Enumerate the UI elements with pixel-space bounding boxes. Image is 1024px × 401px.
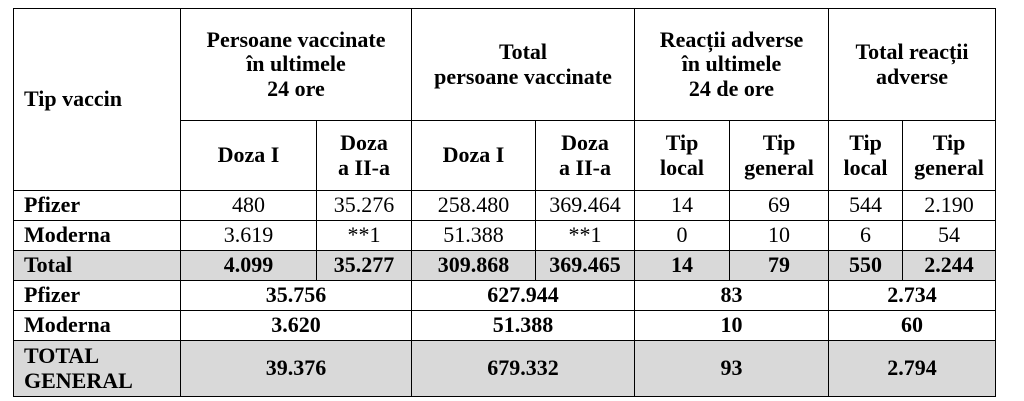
- header-group-total-vaccinated: [412, 9, 635, 121]
- subheader-text: Tip: [932, 130, 966, 156]
- summary-cell: 627.944: [412, 281, 635, 311]
- summary-cell: 51.388: [412, 311, 635, 341]
- header-tip-vaccin: Tip vaccin: [14, 9, 181, 191]
- total-general-cell: 93: [635, 341, 829, 397]
- table-cell: 6: [829, 221, 903, 251]
- table-cell: 79: [730, 251, 829, 281]
- subheader-doza-2: [536, 121, 635, 191]
- total-general-cell: 2.794: [829, 341, 996, 397]
- subheader-tip-local: [829, 121, 903, 191]
- row-label: Pfizer: [14, 281, 181, 311]
- subheader-doza-1: [181, 121, 317, 191]
- table-cell: 69: [730, 191, 829, 221]
- header-text: persoane vaccinate: [434, 63, 612, 89]
- table-cell: 258.480: [412, 191, 536, 221]
- summary-cell: 35.756: [181, 281, 412, 311]
- subheader-text: Doza: [561, 130, 609, 156]
- subheader-text: general: [744, 154, 814, 180]
- table-cell: 14: [635, 191, 730, 221]
- table-cell: 550: [829, 251, 903, 281]
- subheader-tip-general: [903, 121, 996, 191]
- table-cell: **1: [317, 221, 412, 251]
- subheader-text: Tip: [665, 130, 699, 156]
- header-text: adverse: [875, 63, 949, 89]
- subheader-tip-local: [635, 121, 730, 191]
- header-text: Total: [498, 39, 548, 65]
- header-text: Reacții adverse: [659, 27, 804, 53]
- row-label: Total: [14, 251, 181, 281]
- table-cell: 369.465: [536, 251, 635, 281]
- header-text: 24 ore: [267, 75, 325, 101]
- table-cell: 2.190: [903, 191, 996, 221]
- table-row-total: [14, 251, 996, 281]
- header-text: Persoane vaccinate: [206, 27, 386, 53]
- total-general-cell: 39.376: [181, 341, 412, 397]
- row-label: Pfizer: [14, 191, 181, 221]
- total-general-row: [14, 341, 996, 397]
- table-cell: 14: [635, 251, 730, 281]
- vaccination-table: [13, 8, 996, 397]
- table-row-moderna: [14, 221, 996, 251]
- table-row-pfizer: [14, 191, 996, 221]
- subheader-text: a II-a: [338, 154, 390, 180]
- table-cell: 544: [829, 191, 903, 221]
- subheader-text: local: [660, 154, 704, 180]
- summary-cell: 2.734: [829, 281, 996, 311]
- summary-row-moderna: [14, 311, 996, 341]
- subheader-text: Doza: [340, 130, 388, 156]
- subheader-text: Doza I: [442, 142, 505, 168]
- summary-cell: 83: [635, 281, 829, 311]
- header-text: 24 de ore: [688, 75, 775, 101]
- summary-row-pfizer: [14, 281, 996, 311]
- subheader-tip-general: [730, 121, 829, 191]
- header-group-adverse-24h: [635, 9, 829, 121]
- row-label-line: TOTAL: [24, 343, 99, 369]
- subheader-text: Doza I: [217, 142, 280, 168]
- table-cell: 369.464: [536, 191, 635, 221]
- subheader-text: local: [843, 154, 888, 180]
- table-cell: **1: [536, 221, 635, 251]
- table-cell: 51.388: [412, 221, 536, 251]
- header-text: în ultimele: [246, 51, 346, 77]
- summary-cell: 3.620: [181, 311, 412, 341]
- header-row-groups: [14, 9, 996, 121]
- subheader-text: a II-a: [559, 154, 611, 180]
- table-cell: 10: [730, 221, 829, 251]
- subheader-text: Tip: [849, 130, 882, 156]
- table-cell: 3.619: [181, 221, 317, 251]
- table-cell: 309.868: [412, 251, 536, 281]
- row-label: Moderna: [14, 221, 181, 251]
- subheader-doza-2: [317, 121, 412, 191]
- total-general-cell: 679.332: [412, 341, 635, 397]
- table-cell: 54: [903, 221, 996, 251]
- subheader-text: general: [914, 154, 984, 180]
- table-cell: 35.277: [317, 251, 412, 281]
- subheader-text: Tip: [762, 130, 796, 156]
- table-cell: 2.244: [903, 251, 996, 281]
- summary-cell: 10: [635, 311, 829, 341]
- table-cell: 480: [181, 191, 317, 221]
- table-cell: 35.276: [317, 191, 412, 221]
- row-label-line: GENERAL: [24, 367, 133, 393]
- header-group-total-adverse: [829, 9, 996, 121]
- header-text: Total reacții: [855, 39, 969, 65]
- table-cell: 0: [635, 221, 730, 251]
- row-label: Moderna: [14, 311, 181, 341]
- summary-cell: 60: [829, 311, 996, 341]
- header-text: în ultimele: [681, 51, 782, 77]
- row-label: [14, 341, 181, 397]
- header-group-vaccinated-24h: [181, 9, 412, 121]
- table-cell: 4.099: [181, 251, 317, 281]
- subheader-doza-1: [412, 121, 536, 191]
